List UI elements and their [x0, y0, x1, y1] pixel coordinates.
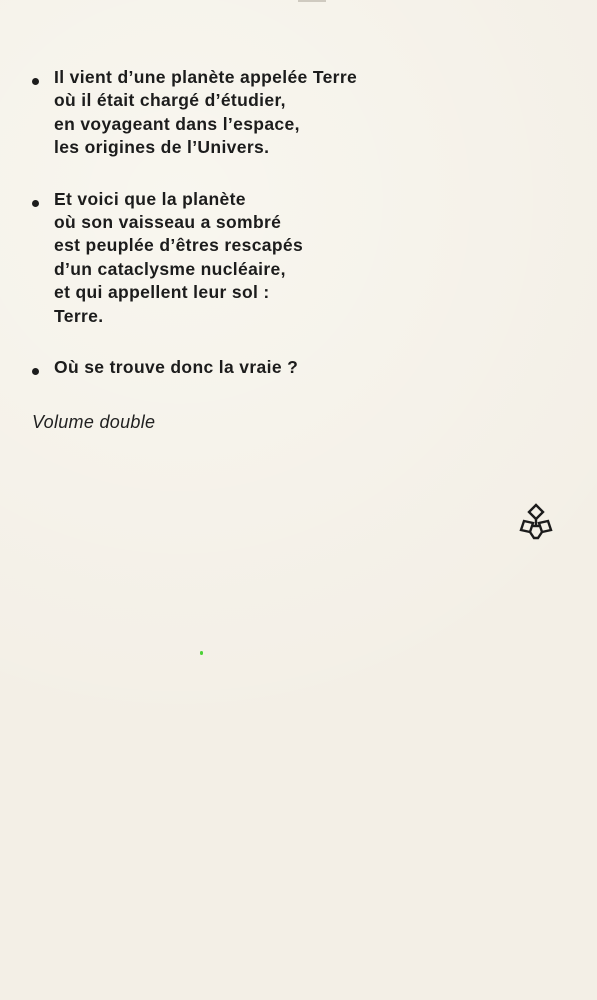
- blurb-text: [32, 66, 452, 407]
- paper-edge-mark: [298, 0, 326, 2]
- bullet-icon: [32, 78, 39, 85]
- blurb-line: les origines de l’Univers.: [54, 137, 270, 158]
- publisher-emblem-icon: [514, 502, 558, 542]
- blurb-line: en voyageant dans l’espace,: [54, 113, 300, 134]
- volume-label: Volume double: [32, 412, 156, 432]
- blurb-line: et qui appellent leur sol :: [54, 282, 270, 303]
- blurb-line: où son vaisseau a sombré: [54, 212, 282, 233]
- blurb-line: Et voici que la planète: [54, 188, 246, 209]
- bullet-icon: [32, 368, 39, 375]
- blurb-line: est peuplée d’êtres rescapés: [54, 235, 304, 256]
- blurb-line: Il vient d’une planète appelée Terre: [54, 67, 358, 87]
- blurb-paragraph-3: [32, 356, 452, 379]
- blurb-line: où il était chargé d’étudier,: [54, 90, 286, 111]
- blurb-paragraph-2: [32, 188, 452, 328]
- bullet-icon: [32, 200, 39, 207]
- blurb-paragraph-1: [32, 66, 452, 160]
- blurb-line: Où se trouve donc la vraie ?: [54, 357, 299, 378]
- blurb-line: d’un cataclysme nucléaire,: [54, 258, 286, 279]
- green-speck: [200, 651, 203, 655]
- blurb-line: Terre.: [54, 305, 104, 326]
